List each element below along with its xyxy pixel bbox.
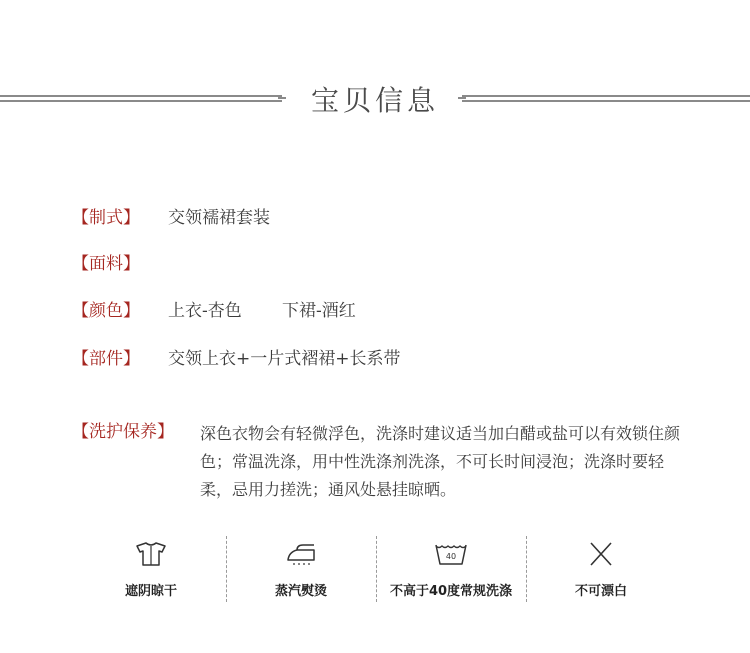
detail-label: 【颜色】: [72, 301, 140, 321]
care-icon-item: [226, 536, 376, 602]
shirt-hanging-icon: [133, 540, 169, 568]
care-icon-item: [526, 536, 676, 602]
detail-label: 【面料】: [72, 254, 140, 274]
detail-value: 交领上衣+一片式褶裙+长系带: [168, 349, 401, 369]
care-icon-label: 蒸汽熨烫: [274, 584, 327, 599]
iron-steam-icon: [283, 540, 319, 568]
care-text: 深色衣物会有轻微浮色，洗涤时建议适当加白醋或盐可以有效锁住颜色；常温洗涤，用中性洗涤剂洗涤，不可长时间浸泡；洗涤时要轻柔，忌用力搓洗；通风处悬挂晾晒。: [200, 424, 681, 499]
detail-label: 【部件】: [72, 349, 140, 369]
wash-tub-40-icon: [433, 540, 469, 568]
care-icon-label: 不可漂白: [574, 584, 627, 599]
detail-value-secondary: 下裙-酒红: [282, 301, 356, 321]
section-title: 宝贝信息: [310, 84, 439, 117]
care-icon-label: 不高于40度常规洗涤: [389, 584, 513, 599]
care-icon-item: [76, 536, 226, 602]
no-bleach-icon: [583, 540, 619, 568]
detail-value: 交领襦裙套装: [168, 208, 270, 228]
care-icon-label: 遮阴晾干: [124, 584, 177, 599]
detail-value: 上衣-杏色: [168, 301, 242, 321]
care-icons-row: [76, 536, 676, 602]
wash-temperature: 40: [445, 552, 457, 561]
section-header: [0, 84, 750, 118]
care-label: 【洗护保养】: [72, 422, 174, 442]
detail-label: 【制式】: [72, 208, 140, 228]
title-rule-left: [0, 95, 282, 105]
care-icon-item: [376, 536, 526, 602]
title-rule-right: [462, 95, 750, 105]
